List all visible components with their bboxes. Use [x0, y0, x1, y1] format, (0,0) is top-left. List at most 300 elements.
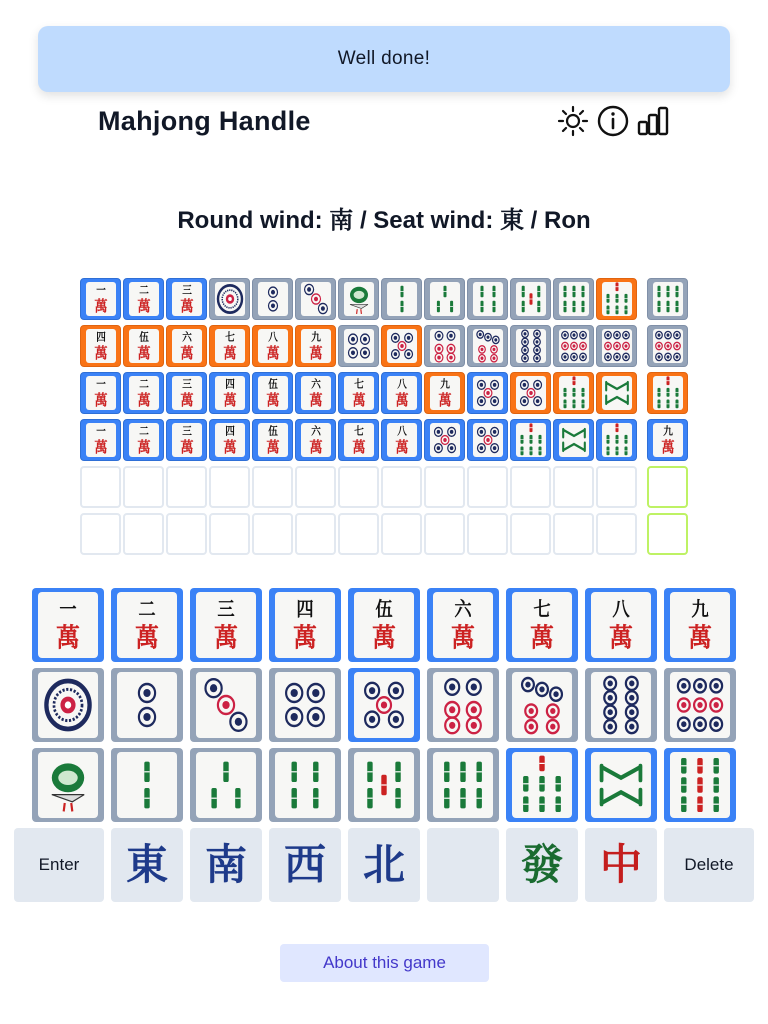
board-tile	[467, 325, 508, 367]
svg-text:萬: 萬	[660, 439, 675, 457]
board-tile	[295, 372, 336, 414]
board-tile	[166, 278, 207, 320]
honor-tile-label: 東	[125, 840, 168, 889]
board-tile	[295, 325, 336, 367]
character-four-tile-icon	[275, 592, 335, 658]
bamboo-one-tile-icon	[344, 282, 374, 316]
svg-text:萬: 萬	[351, 392, 366, 410]
svg-text:九: 九	[439, 378, 450, 391]
board-empty-cell	[381, 466, 422, 508]
svg-text:六: 六	[454, 598, 472, 621]
board-empty-cell	[596, 513, 637, 555]
character-two-tile-icon	[129, 376, 159, 410]
svg-text:七: 七	[353, 425, 364, 438]
board-tile	[338, 325, 379, 367]
board-empty-winning-cell	[647, 466, 688, 508]
keyboard-row-man	[0, 588, 768, 668]
sun-icon[interactable]	[556, 104, 590, 138]
board-tile	[596, 372, 637, 414]
circle-five-tile-icon	[387, 329, 417, 363]
svg-text:四: 四	[224, 425, 235, 438]
board-empty-cell	[424, 513, 465, 555]
board-empty-cell	[209, 466, 250, 508]
tile-key[interactable]	[427, 748, 499, 822]
board-empty-cell	[338, 513, 379, 555]
svg-text:七: 七	[353, 378, 364, 391]
character-six-tile-icon	[301, 423, 331, 457]
svg-text:萬: 萬	[179, 439, 194, 457]
character-six-tile-icon	[172, 329, 202, 363]
board-empty-cell	[338, 466, 379, 508]
character-three-tile-icon	[196, 592, 256, 658]
board-empty-cell	[553, 466, 594, 508]
honor-tile-label: 發	[520, 840, 563, 889]
board-empty-cell	[467, 513, 508, 555]
circle-five-tile-icon	[354, 672, 414, 738]
green-dragon-key[interactable]	[506, 828, 578, 902]
character-three-tile-icon	[172, 423, 202, 457]
board-tile	[166, 372, 207, 414]
bamboo-five-tile-icon	[516, 282, 546, 316]
bamboo-six-tile-icon	[559, 282, 589, 316]
bamboo-seven-tile-icon	[516, 423, 546, 457]
character-three-tile-icon	[172, 282, 202, 316]
character-five-tile-icon	[258, 376, 288, 410]
board-empty-cell	[252, 513, 293, 555]
svg-text:萬: 萬	[451, 621, 475, 653]
board-tile	[467, 372, 508, 414]
character-one-tile-icon	[86, 282, 116, 316]
tile-key[interactable]	[32, 668, 104, 742]
circle-nine-tile-icon	[653, 329, 683, 363]
circle-seven-tile-icon	[512, 672, 572, 738]
tile-key[interactable]	[506, 668, 578, 742]
tile-key[interactable]	[348, 748, 420, 822]
board-empty-cell	[381, 513, 422, 555]
svg-text:四: 四	[296, 598, 314, 621]
west-wind-key[interactable]	[269, 828, 341, 902]
bamboo-six-tile-icon	[653, 282, 683, 316]
board-row	[80, 372, 690, 414]
board-tile	[424, 372, 465, 414]
svg-text:六: 六	[310, 378, 321, 391]
board-empty-cell	[510, 466, 551, 508]
stats-icon[interactable]	[636, 104, 670, 138]
north-wind-key[interactable]	[348, 828, 420, 902]
svg-text:一: 一	[95, 284, 106, 297]
character-eight-tile-icon	[591, 592, 651, 658]
board-empty-winning-cell	[647, 513, 688, 555]
tile-key[interactable]	[506, 588, 578, 662]
board-tile	[338, 372, 379, 414]
wind-info: Round wind: 南 / Seat wind: 東 / Ron	[177, 207, 591, 234]
character-four-tile-icon	[215, 376, 245, 410]
circle-five-tile-icon	[516, 376, 546, 410]
board-tile	[252, 325, 293, 367]
board-tile	[209, 325, 250, 367]
board-tile	[553, 372, 594, 414]
character-five-tile-icon	[129, 329, 159, 363]
svg-text:萬: 萬	[351, 439, 366, 457]
tile-key[interactable]	[190, 588, 262, 662]
svg-text:三: 三	[181, 284, 192, 297]
bamboo-seven-tile-icon	[512, 752, 572, 818]
svg-text:伍: 伍	[375, 598, 393, 621]
character-two-tile-icon	[129, 423, 159, 457]
white-dragon-key[interactable]	[427, 828, 499, 902]
board-tile	[338, 419, 379, 461]
tile-key[interactable]	[348, 668, 420, 742]
svg-text:萬: 萬	[179, 345, 194, 363]
keyboard-row-sou	[0, 748, 768, 828]
character-eight-tile-icon	[258, 329, 288, 363]
enter-label: Enter	[38, 855, 80, 874]
enter-button[interactable]	[14, 828, 104, 902]
character-five-tile-icon	[258, 423, 288, 457]
board-tile	[381, 278, 422, 320]
svg-text:九: 九	[662, 425, 673, 438]
board-tile	[467, 278, 508, 320]
board-empty-cell	[596, 466, 637, 508]
info-icon[interactable]	[596, 104, 630, 138]
svg-text:萬: 萬	[93, 345, 108, 363]
svg-text:萬: 萬	[136, 392, 151, 410]
board-row	[80, 513, 690, 555]
board-empty-cell	[467, 466, 508, 508]
svg-text:四: 四	[224, 378, 235, 391]
south-wind-key[interactable]	[190, 828, 262, 902]
bamboo-eight-tile-icon	[559, 423, 589, 457]
keyboard-row-pin	[0, 668, 768, 748]
board-row	[80, 325, 690, 367]
board-tile	[209, 372, 250, 414]
board-tile	[166, 325, 207, 367]
svg-text:萬: 萬	[136, 439, 151, 457]
svg-text:一: 一	[95, 425, 106, 438]
board-tile	[252, 372, 293, 414]
circle-nine-tile-icon	[602, 329, 632, 363]
character-six-tile-icon	[301, 376, 331, 410]
board-tile	[338, 278, 379, 320]
character-eight-tile-icon	[387, 423, 417, 457]
board-tile	[381, 372, 422, 414]
board-row	[80, 466, 690, 508]
svg-text:萬: 萬	[394, 439, 409, 457]
circle-two-tile-icon	[117, 672, 177, 738]
circle-five-tile-icon	[473, 376, 503, 410]
keyboard-row-honor	[0, 828, 768, 908]
tile-key[interactable]	[585, 588, 657, 662]
red-dragon-key[interactable]	[585, 828, 657, 902]
board-empty-cell	[80, 466, 121, 508]
board-empty-cell	[166, 513, 207, 555]
tile-key[interactable]	[111, 748, 183, 822]
character-three-tile-icon	[172, 376, 202, 410]
character-one-tile-icon	[38, 592, 98, 658]
board-tile	[424, 419, 465, 461]
character-four-tile-icon	[86, 329, 116, 363]
board-tile	[596, 325, 637, 367]
svg-text:萬: 萬	[179, 298, 194, 316]
board-tile	[209, 278, 250, 320]
board-tile	[80, 419, 121, 461]
circle-nine-tile-icon	[670, 672, 730, 738]
board-tile	[80, 325, 121, 367]
tile-key[interactable]	[664, 748, 736, 822]
board-tile	[510, 325, 551, 367]
board-tile	[596, 419, 637, 461]
board-tile	[553, 419, 594, 461]
board-empty-cell	[123, 466, 164, 508]
board-tile	[510, 419, 551, 461]
bamboo-five-tile-icon	[354, 752, 414, 818]
svg-text:萬: 萬	[688, 621, 712, 653]
board-tile	[80, 372, 121, 414]
board-tile	[80, 278, 121, 320]
board-winning-tile	[647, 325, 688, 367]
honor-tile-label: 西	[283, 840, 326, 889]
svg-text:伍: 伍	[267, 425, 278, 438]
svg-text:四: 四	[95, 331, 106, 344]
svg-text:萬: 萬	[222, 439, 237, 457]
tile-key[interactable]	[32, 588, 104, 662]
character-seven-tile-icon	[344, 376, 374, 410]
tile-key[interactable]	[585, 668, 657, 742]
header	[98, 100, 670, 142]
svg-text:萬: 萬	[136, 298, 151, 316]
circle-nine-tile-icon	[559, 329, 589, 363]
circle-seven-tile-icon	[473, 329, 503, 363]
bamboo-six-tile-icon	[433, 752, 493, 818]
honor-tile-label: 南	[204, 840, 247, 889]
board-tile	[596, 278, 637, 320]
svg-text:萬: 萬	[93, 392, 108, 410]
tile-key[interactable]	[190, 748, 262, 822]
board-winning-tile	[647, 278, 688, 320]
character-two-tile-icon	[129, 282, 159, 316]
board-tile	[295, 278, 336, 320]
board-winning-tile	[647, 419, 688, 461]
bamboo-seven-tile-icon	[559, 376, 589, 410]
svg-text:萬: 萬	[265, 392, 280, 410]
board-empty-cell	[553, 513, 594, 555]
character-four-tile-icon	[215, 423, 245, 457]
bamboo-eight-tile-icon	[602, 376, 632, 410]
svg-text:八: 八	[396, 378, 407, 391]
svg-text:二: 二	[138, 598, 156, 621]
character-two-tile-icon	[117, 592, 177, 658]
board-tile	[166, 419, 207, 461]
board-tile	[209, 419, 250, 461]
board-tile	[123, 419, 164, 461]
svg-text:八: 八	[267, 331, 278, 344]
board-tile	[123, 325, 164, 367]
tile-key[interactable]	[32, 748, 104, 822]
svg-text:萬: 萬	[437, 392, 452, 410]
board-tile	[381, 325, 422, 367]
svg-text:二: 二	[138, 425, 149, 438]
svg-text:三: 三	[217, 598, 235, 621]
board-empty-cell	[295, 466, 336, 508]
board-winning-tile	[647, 372, 688, 414]
toast-message: Well done!	[38, 26, 730, 92]
bamboo-two-tile-icon	[117, 752, 177, 818]
honor-tile-label: 中	[599, 840, 642, 889]
tile-key[interactable]	[427, 588, 499, 662]
bamboo-four-tile-icon	[473, 282, 503, 316]
board-empty-cell	[80, 513, 121, 555]
svg-text:萬: 萬	[308, 345, 323, 363]
board-tile	[553, 325, 594, 367]
page-title: Mahjong Handle	[98, 105, 311, 136]
header-icons	[556, 104, 670, 138]
svg-text:二: 二	[138, 284, 149, 297]
tile-key[interactable]	[111, 588, 183, 662]
tile-key[interactable]	[269, 588, 341, 662]
character-five-tile-icon	[354, 592, 414, 658]
character-nine-tile-icon	[653, 423, 683, 457]
board-tile	[252, 278, 293, 320]
svg-text:萬: 萬	[136, 345, 151, 363]
svg-text:萬: 萬	[308, 439, 323, 457]
character-seven-tile-icon	[215, 329, 245, 363]
about-game-button[interactable]: About this game	[280, 944, 489, 982]
character-nine-tile-icon	[670, 592, 730, 658]
guess-board	[80, 278, 690, 560]
circle-one-tile-icon	[215, 282, 245, 316]
bamboo-one-tile-icon	[38, 752, 98, 818]
circle-five-tile-icon	[430, 423, 460, 457]
svg-text:萬: 萬	[530, 621, 554, 653]
circle-six-tile-icon	[430, 329, 460, 363]
board-tile	[123, 372, 164, 414]
honor-tile-label: 北	[362, 840, 405, 889]
svg-text:三: 三	[181, 378, 192, 391]
svg-text:萬: 萬	[56, 621, 80, 653]
svg-text:萬: 萬	[93, 298, 108, 316]
svg-text:一: 一	[95, 378, 106, 391]
character-seven-tile-icon	[344, 423, 374, 457]
board-tile	[553, 278, 594, 320]
svg-text:萬: 萬	[293, 621, 317, 653]
svg-text:七: 七	[224, 331, 235, 344]
bamboo-seven-tile-icon	[602, 423, 632, 457]
tile-key[interactable]	[190, 668, 262, 742]
svg-text:伍: 伍	[267, 378, 278, 391]
board-tile	[381, 419, 422, 461]
tile-key[interactable]	[269, 668, 341, 742]
svg-text:萬: 萬	[372, 621, 396, 653]
board-row	[80, 419, 690, 461]
board-empty-cell	[295, 513, 336, 555]
svg-text:九: 九	[310, 331, 321, 344]
tile-keyboard	[0, 588, 768, 908]
bamboo-three-tile-icon	[196, 752, 256, 818]
tile-key[interactable]	[111, 668, 183, 742]
delete-label: Delete	[684, 855, 734, 874]
circle-six-tile-icon	[433, 672, 493, 738]
character-one-tile-icon	[86, 376, 116, 410]
svg-text:七: 七	[533, 598, 551, 621]
bamboo-four-tile-icon	[275, 752, 335, 818]
bamboo-two-tile-icon	[387, 282, 417, 316]
svg-text:九: 九	[691, 598, 709, 621]
bamboo-nine-tile-icon	[670, 752, 730, 818]
board-empty-cell	[510, 513, 551, 555]
tile-key[interactable]	[427, 668, 499, 742]
character-seven-tile-icon	[512, 592, 572, 658]
svg-text:萬: 萬	[222, 392, 237, 410]
circle-four-tile-icon	[275, 672, 335, 738]
character-nine-tile-icon	[301, 329, 331, 363]
svg-text:一: 一	[59, 598, 77, 621]
circle-three-tile-icon	[301, 282, 331, 316]
board-empty-cell	[209, 513, 250, 555]
svg-text:八: 八	[612, 598, 630, 621]
svg-text:六: 六	[181, 331, 192, 344]
svg-text:六: 六	[310, 425, 321, 438]
svg-text:萬: 萬	[93, 439, 108, 457]
tile-key[interactable]	[664, 588, 736, 662]
board-empty-cell	[252, 466, 293, 508]
board-empty-cell	[123, 513, 164, 555]
board-empty-cell	[166, 466, 207, 508]
svg-text:萬: 萬	[179, 392, 194, 410]
svg-text:二: 二	[138, 378, 149, 391]
character-six-tile-icon	[433, 592, 493, 658]
bamboo-eight-tile-icon	[591, 752, 651, 818]
character-nine-tile-icon	[430, 376, 460, 410]
circle-four-tile-icon	[344, 329, 374, 363]
svg-text:伍: 伍	[138, 331, 149, 344]
board-tile	[424, 325, 465, 367]
board-tile	[123, 278, 164, 320]
svg-text:萬: 萬	[222, 345, 237, 363]
svg-text:萬: 萬	[265, 345, 280, 363]
circle-three-tile-icon	[196, 672, 256, 738]
board-row	[80, 278, 690, 320]
tile-key[interactable]	[506, 748, 578, 822]
svg-text:八: 八	[396, 425, 407, 438]
bamboo-seven-tile-icon	[653, 376, 683, 410]
board-tile	[510, 278, 551, 320]
circle-eight-tile-icon	[591, 672, 651, 738]
svg-text:三: 三	[181, 425, 192, 438]
svg-text:萬: 萬	[135, 621, 159, 653]
board-tile	[295, 419, 336, 461]
bamboo-seven-tile-icon	[602, 282, 632, 316]
tile-key[interactable]	[664, 668, 736, 742]
tile-key[interactable]	[348, 588, 420, 662]
svg-text:萬: 萬	[308, 392, 323, 410]
svg-text:萬: 萬	[609, 621, 633, 653]
character-eight-tile-icon	[387, 376, 417, 410]
svg-text:萬: 萬	[394, 392, 409, 410]
board-tile	[467, 419, 508, 461]
circle-one-tile-icon	[38, 672, 98, 738]
character-one-tile-icon	[86, 423, 116, 457]
tile-key[interactable]	[269, 748, 341, 822]
svg-text:萬: 萬	[265, 439, 280, 457]
circle-five-tile-icon	[473, 423, 503, 457]
svg-text:萬: 萬	[214, 621, 238, 653]
delete-button[interactable]	[664, 828, 754, 902]
board-tile	[424, 278, 465, 320]
east-wind-key[interactable]	[111, 828, 183, 902]
tile-key[interactable]	[585, 748, 657, 822]
board-empty-cell	[424, 466, 465, 508]
bamboo-three-tile-icon	[430, 282, 460, 316]
